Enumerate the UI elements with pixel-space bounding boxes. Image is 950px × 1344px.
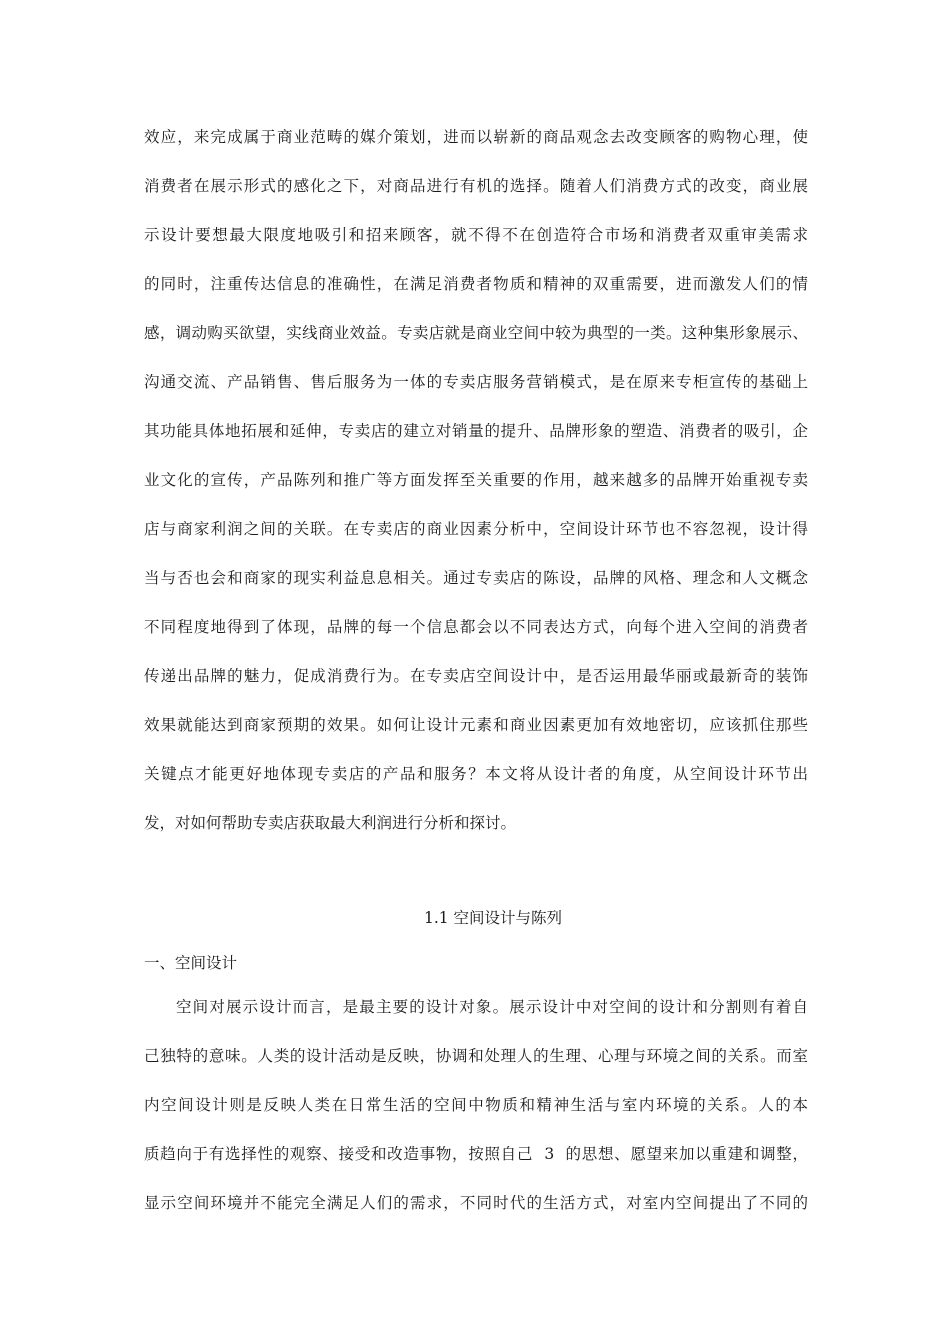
paragraph-line: 关键点才能更好地体现专卖店的产品和服务？本文将从设计者的角度，从空间设计环节出 [144, 765, 808, 783]
paragraph-line: 传递出品牌的魅力，促成消费行为。在专卖店空间设计中，是否运用最华丽或最新奇的装饰 [144, 667, 808, 685]
paragraph-line: 发，对如何帮助专卖店获取最大利润进行分析和探讨。 [144, 814, 517, 832]
section-heading: 1.1 空间设计与陈列 [423, 909, 563, 927]
paragraph-line: 不同程度地得到了体现，品牌的每一个信息都会以不同表达方式，向每个进入空间的消费者 [144, 618, 808, 636]
paragraph-line: 质趋向于有选择性的观察、接受和改造事物，按照自己 3 的思想、愿望来加以重建和调整， [144, 1145, 808, 1163]
paragraph-line: 内空间设计则是反映人类在日常生活的空间中物质和精神生活与室内环境的关系。人的本 [144, 1096, 808, 1114]
paragraph-line: 业文化的宣传，产品陈列和推广等方面发挥至关重要的作用，越来越多的品牌开始重视专卖 [144, 471, 808, 489]
paragraph-line: 沟通交流、产品销售、售后服务为一体的专卖店服务营销模式，是在原来专柜宣传的基础上 [144, 373, 808, 391]
paragraph-line: 店与商家利润之间的关联。在专卖店的商业因素分析中，空间设计环节也不容忽视，设计得 [144, 520, 808, 538]
paragraph-line: 己独特的意味。人类的设计活动是反映，协调和处理人的生理、心理与环境之间的关系。而室 [144, 1047, 808, 1065]
paragraph-line: 示设计要想最大限度地吸引和招来顾客，就不得不在创造符合市场和消费者双重审美需求 [144, 226, 808, 244]
paragraph-line: 显示空间环境并不能完全满足人们的需求，不同时代的生活方式，对室内空间提出了不同的 [144, 1194, 808, 1212]
section-subheading: 一、空间设计 [144, 954, 238, 972]
paragraph-line: 效应，来完成属于商业范畴的媒介策划，进而以崭新的商品观念去改变顾客的购物心理，使 [144, 128, 808, 146]
paragraph-line: 当与否也会和商家的现实利益息息相关。通过专卖店的陈设，品牌的风格、理念和人文概念 [144, 569, 808, 587]
paragraph-line: 空间对展示设计而言，是最主要的设计对象。展示设计中对空间的设计和分割则有着自 [176, 998, 808, 1016]
paragraph-line: 效果就能达到商家预期的效果。如何让设计元素和商业因素更加有效地密切，应该抓住那些 [144, 716, 808, 734]
paragraph-line: 消费者在展示形式的感化之下，对商品进行有机的选择。随着人们消费方式的改变，商业展 [144, 177, 808, 195]
paragraph-line: 其功能具体地拓展和延伸，专卖店的建立对销量的提升、品牌形象的塑造、消费者的吸引，企 [144, 422, 808, 440]
paragraph-line: 感，调动购买欲望，实线商业效益。专卖店就是商业空间中较为典型的一类。这种集形象展示、 [144, 324, 808, 342]
paragraph-line: 的同时，注重传达信息的准确性，在满足消费者物质和精神的双重需要，进而激发人们的情 [144, 275, 808, 293]
